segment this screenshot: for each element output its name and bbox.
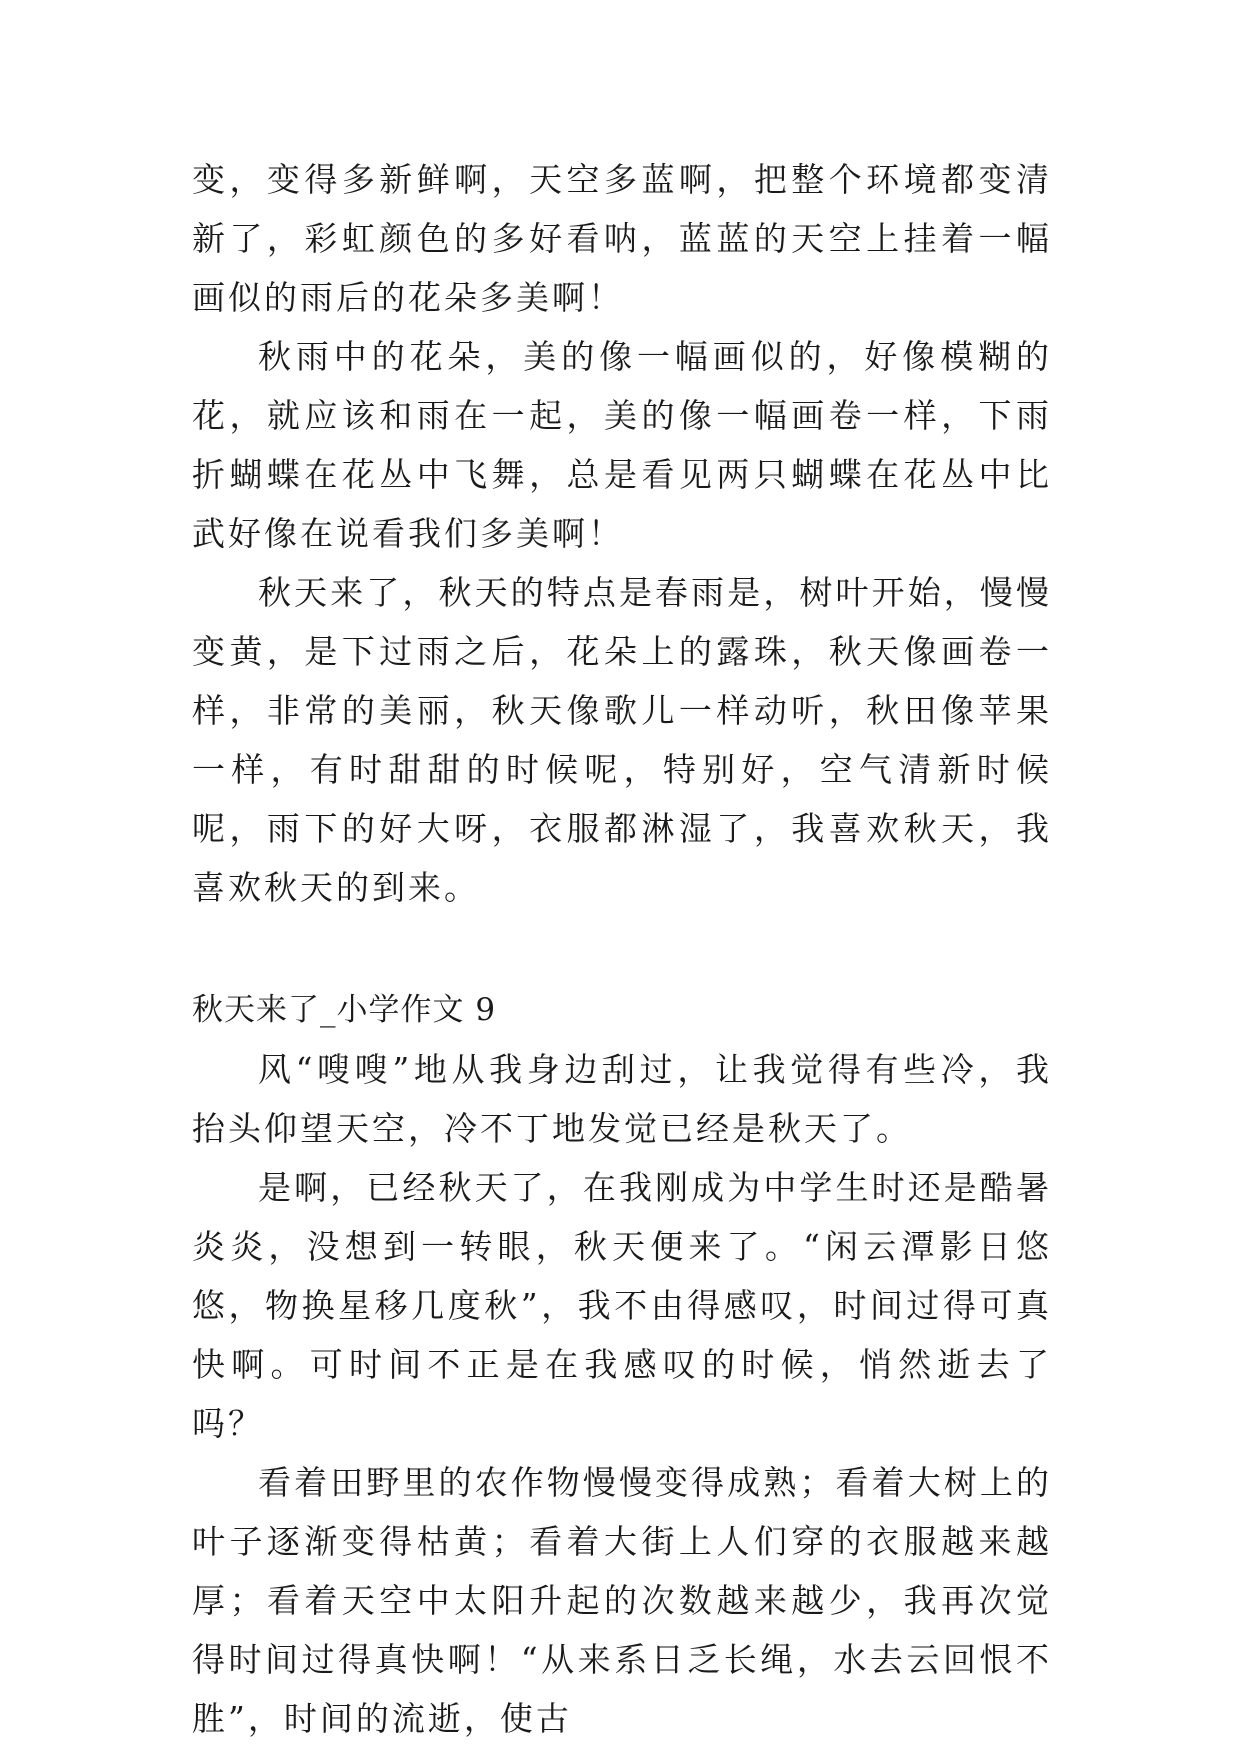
paragraph-1: 变，变得多新鲜啊，天空多蓝啊，把整个环境都变清新了，彩虹颜色的多好看呐，蓝蓝的天空上挂着一幅画似的雨后的花朵多美啊！ [192,160,1052,317]
document-page [192,150,1052,1748]
paragraph-3: 秋天来了，秋天的特点是春雨是，树叶开始，慢慢变黄，是下过雨之后，花朵上的露珠，秋天像画卷一样，非常的美丽，秋天像歌儿一样动听，秋田像苹果一样，有时甜甜的时候呢，特别好，空气清新时候呢，雨下的好大呀，衣服都淋湿了，我喜欢秋天，我喜欢秋天的到来。 [192,573,1052,907]
section-spacer [192,917,1052,981]
paragraph-4: 风“嗖嗖”地从我身边刮过，让我觉得有些冷，我抬头仰望天空，冷不丁地发觉已经是秋天了。 [192,1050,1052,1148]
paragraph-6: 看着田野里的农作物慢慢变得成熟；看着大树上的叶子逐渐变得枯黄；看着大街上人们穿的衣服越来越厚；看着天空中太阳升起的次数越来越少，我再次觉得时间过得真快啊！“从来系日乏长绳，水去云回恨不胜”，时间的流逝，使古 [192,1463,1052,1738]
paragraph-5: 是啊，已经秋天了，在我刚成为中学生时还是酷暑炎炎，没想到一转眼，秋天便来了。“闲云潭影日悠悠，物换星移几度秋”，我不由得感叹，时间过得可真快啊。可时间不正是在我感叹的时候，悄然逝去了吗？ [192,1168,1052,1443]
section-title: 秋天来了_小学作文 9 [192,992,497,1028]
paragraph-2: 秋雨中的花朵，美的像一幅画似的，好像模糊的花，就应该和雨在一起，美的像一幅画卷一样，下雨折蝴蝶在花丛中飞舞，总是看见两只蝴蝶在花丛中比武好像在说看我们多美啊！ [192,337,1052,553]
